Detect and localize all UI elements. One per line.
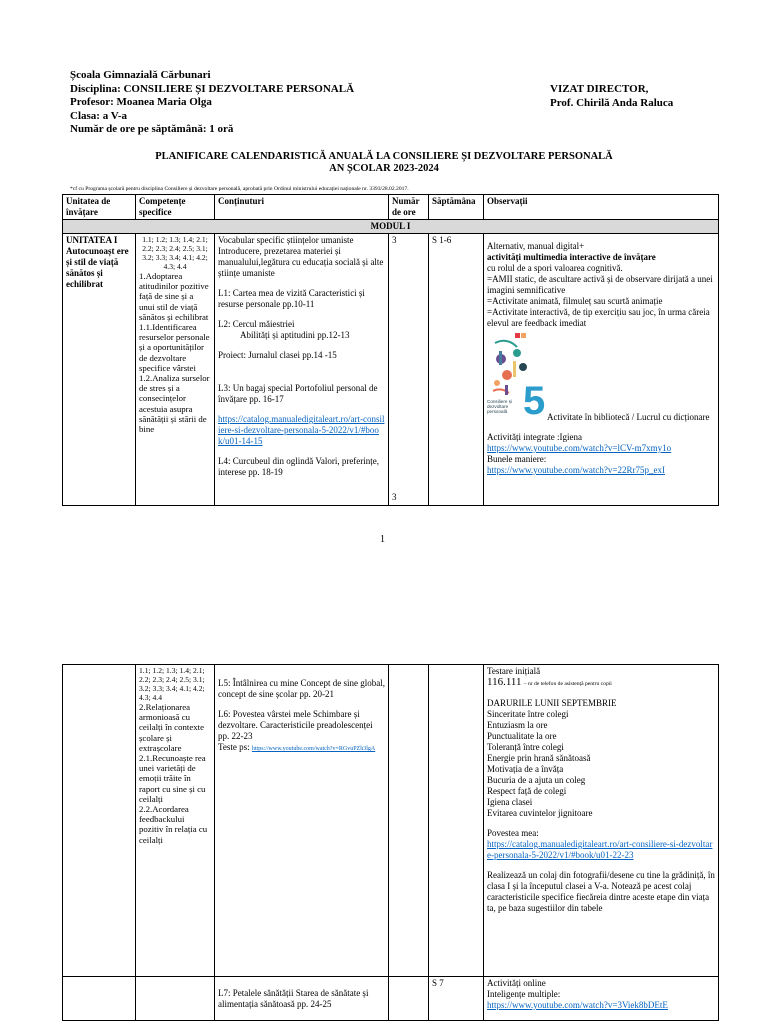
tests-line [218, 742, 385, 753]
header-contents: Conținuturi [215, 195, 389, 220]
gift-item: Evitarea cuvintelor jignitoare [487, 808, 593, 818]
contents-intro: Vocabular specific științelor umaniste Introducere, prezetarea materiei și manualului,legătura cu educația socială și alte științe umaniste [218, 235, 384, 278]
obs-anim: =Activitate animată, filmuleț sau scurtă animație [487, 296, 663, 306]
unit-cell-empty [63, 665, 136, 977]
lesson-5: L5: Întâlnirea cu mine Concept de sine global, concept de sine școlar pp. 20-21 [218, 678, 385, 699]
document-title [64, 151, 704, 175]
week-cell: S 7 [429, 977, 484, 1021]
page-number: 1 [380, 534, 385, 545]
title-line-1: PLANIFICARE CALENDARISTICĂ ANUALĂ LA CONSILIERE ȘI DEZVOLTARE PERSONALĂ [155, 151, 613, 162]
gift-item: Toleranță între colegi [487, 742, 564, 752]
obs-phone-line [487, 677, 715, 690]
gift-item: Motivația de a învăța [487, 764, 564, 774]
discipline: Disciplina: CONSILIERE ȘI DEZVOLTARE PERSONALĂ [70, 82, 355, 95]
header-observations: Observații [484, 195, 719, 220]
gift-item: Bucuria de a ajuta un coleg [487, 775, 586, 785]
contents-cell [215, 234, 389, 506]
module-row [63, 220, 719, 234]
module-label: MODUL I [63, 220, 719, 234]
obs-alt: Alternativ, manual digital+ [487, 241, 585, 251]
obs-online: Activități online [487, 978, 546, 988]
tests-link[interactable]: https://www.youtube.com/watch?v=RGvuPZh3lgA [251, 746, 376, 752]
unit-cell-empty [63, 977, 136, 1021]
contents-cell [215, 665, 389, 977]
teacher: Profesor: Moanea Maria Olga [70, 96, 212, 108]
class-level: Clasa: a V-a [70, 109, 128, 122]
header-info [70, 69, 354, 137]
table-row [63, 665, 719, 977]
obs-initial: Testare inițială [487, 666, 541, 676]
table-header-row [63, 195, 719, 220]
gift-item: Igiena clasei [487, 797, 533, 807]
competence-codes: 1.1; 1.2; 1.3; 1.4; 2.1; 2.2; 2.3; 2.4; 2.5; 3.1; 3.2; 3.3; 3.4; 4.1; 4.2; 4.3; 4.4 [142, 235, 208, 271]
obs-library: Activitate în bibliotecă / Lucrul cu dicționare [547, 412, 710, 422]
hours-cell-empty [389, 665, 429, 977]
obs-story: Povestea mea: [487, 828, 539, 838]
competence-text: 1.Adoptarea atitudinilor pozitive față de sine și a unui stil de viață sănătos și echilibrat 1.1.Identificarea resurselor personale și a oportunităților de dezvoltare specifice vârstei 1.2.Analiza surselor de stres și a consecințelor acestuia asupra sănătății și stării de bine [139, 271, 210, 435]
project: Proiect: Jurnalul clasei pp.14 -15 [218, 350, 337, 360]
footnote: *cf cu Programa școlară pentru disciplina Consiliere și dezvoltare personală, aprobată prin Ordinul ministrului educației naționale nr. 3393/28.02.2017. [70, 186, 409, 192]
obs-phone-note: – nr de telefon de asistență pentru copii [523, 681, 612, 687]
youtube-link-hygiene[interactable]: https://www.youtube.com/watch?v=lCV-m7xmy1o [487, 443, 672, 453]
observations-cell [484, 665, 719, 977]
gift-item: Sinceritate între colegi [487, 709, 569, 719]
planning-table [62, 194, 719, 506]
lesson-7: L7: Petalele sănătății Starea de sănătate și alimentația sănătoasă pp. 24-25 [218, 988, 369, 1009]
obs-manners: Bunele maniere: [487, 454, 547, 464]
observations-cell [484, 977, 719, 1021]
competence-codes: 1.1; 1.2; 1.3; 1.4; 2.1; 2.2; 2.3; 2.4; 2.5; 3.1; 3.2; 3.3; 3.4; 4.1; 4.2; 4.3; 4.4 [139, 666, 205, 702]
gift-item: Energie prin hrană sănătoasă [487, 753, 591, 763]
approval-title: VIZAT DIRECTOR, [550, 83, 649, 95]
competence-text: 2.Relaționarea armonioasă cu ceilalți în contexte școlare și extrașcolare 2.1.Recunoaște rea unei varietăți de emoții trăite în raport cu sine și cu ceilalți 2.2.Acordarea feedbackului pozitiv în relația cu ceilalți [139, 702, 208, 845]
obs-library-line [487, 329, 715, 423]
page-2 [0, 660, 768, 1024]
obs-integrated: Activități integrate :Igiena [487, 432, 582, 442]
header-week: Săptămâna [429, 195, 484, 220]
planning-table-continued [62, 664, 719, 1021]
obs-phone: 116.111 [487, 676, 522, 688]
manual-link[interactable]: https://catalog.manualedigitaleart.ro/art-consiliere-si-dezvoltare-personala-5-2022/v1/#book/u01-14-15 [218, 414, 385, 446]
obs-role: cu rolul de a spori valoarea cognitivă. [487, 263, 623, 273]
competences-cell [136, 234, 215, 506]
gift-item: Punctualitate la ore [487, 731, 557, 741]
weekly-hours: Număr de ore pe săptămână: 1 oră [70, 123, 234, 135]
gift-item: Entuziasm la ore [487, 720, 548, 730]
school-name: Școala Gimnazială Cărbunari [70, 69, 211, 81]
gift-item: Respect față de colegi [487, 786, 567, 796]
week-cell: S 1-6 [429, 234, 484, 506]
obs-collage: Realizează un colaj din fotografii/desene cu tine la grădiniță, în clasa I și la începutul clasei a V-a. Notează pe acest colaj caracteristicile specifice fiecăreia dintre aceste etape din viața ta, pe baza sugestiilor din tabele [487, 870, 715, 913]
lesson-6: L6: Povestea vârstei mele Schimbare și dezvoltare. Caracteristicile preadolescenței pp. 22-23 [218, 709, 373, 741]
youtube-link-intelligences[interactable]: https://www.youtube.com/watch?v=3Viek8bDEtE [487, 1000, 668, 1010]
obs-amii: =AMII static, de ascultare activă și de observare dirijată a unei imagini semnificative [487, 274, 713, 295]
hours-cell-empty [389, 977, 429, 1021]
header-hours: Număr de ore [389, 195, 429, 220]
page-gap [0, 560, 768, 660]
book-cover-image [487, 331, 545, 423]
title-line-2: AN ȘCOLAR 2023-2024 [329, 163, 439, 174]
observations-cell [484, 234, 719, 506]
header-unit: Unitatea de învățare [63, 195, 136, 220]
lesson-1: L1: Cartea mea de vizită Caracteristici și resurse personale pp.10-11 [218, 288, 365, 309]
week-cell-empty [429, 665, 484, 977]
hours-top: 3 [392, 235, 397, 245]
lesson-2-subtitle: Abilități și aptitudini pp.12-13 [240, 330, 350, 340]
youtube-link-manners[interactable]: https://www.youtube.com/watch?v=22Rr75p_exI [487, 465, 665, 475]
approval-block [550, 83, 673, 110]
hours-bottom: 3 [392, 492, 397, 502]
approval-name: Prof. Chirilă Anda Raluca [550, 96, 674, 109]
obs-inter: =Activitate interactivă, de tip exercițiu sau joc, în urma căreia elevul are feedback imediat [487, 307, 710, 328]
contents-cell [215, 977, 389, 1021]
obs-bold: activități multimedia interactive de învățare [487, 252, 656, 262]
hours-cell [389, 234, 429, 506]
book-cover-title: Consiliere și dezvoltare personală [487, 399, 513, 414]
unit-cell: UNITATEA I Autocunoașt ere și stil de viață sănătos și echilibrat [63, 234, 136, 506]
header-competences: Competențe specifice [136, 195, 215, 220]
obs-multi: Inteligențe multiple: [487, 989, 561, 999]
table-row [63, 234, 719, 506]
competences-cell-empty [136, 977, 215, 1021]
gifts-title: DARURILE LUNII SEPTEMBRIE [487, 698, 617, 708]
lesson-4: L4: Curcubeul din oglindă Valori, preferințe, interese pp. 18-19 [218, 456, 380, 477]
book-cover-number: 5 [523, 379, 546, 423]
tests-label: Teste ps: [218, 742, 250, 752]
table-row [63, 977, 719, 1021]
competences-cell [136, 665, 215, 977]
lesson-3: L3: Un bagaj special Portofoliul personal de învățare pp. 16-17 [218, 383, 378, 404]
story-link[interactable]: https://catalog.manualedigitaleart.ro/art-consiliere-si-dezvoltare-personala-5-2022/v1/#book/u01-22-23 [487, 839, 713, 860]
lesson-2-title: L2: Cercul măiestriei [218, 319, 295, 329]
